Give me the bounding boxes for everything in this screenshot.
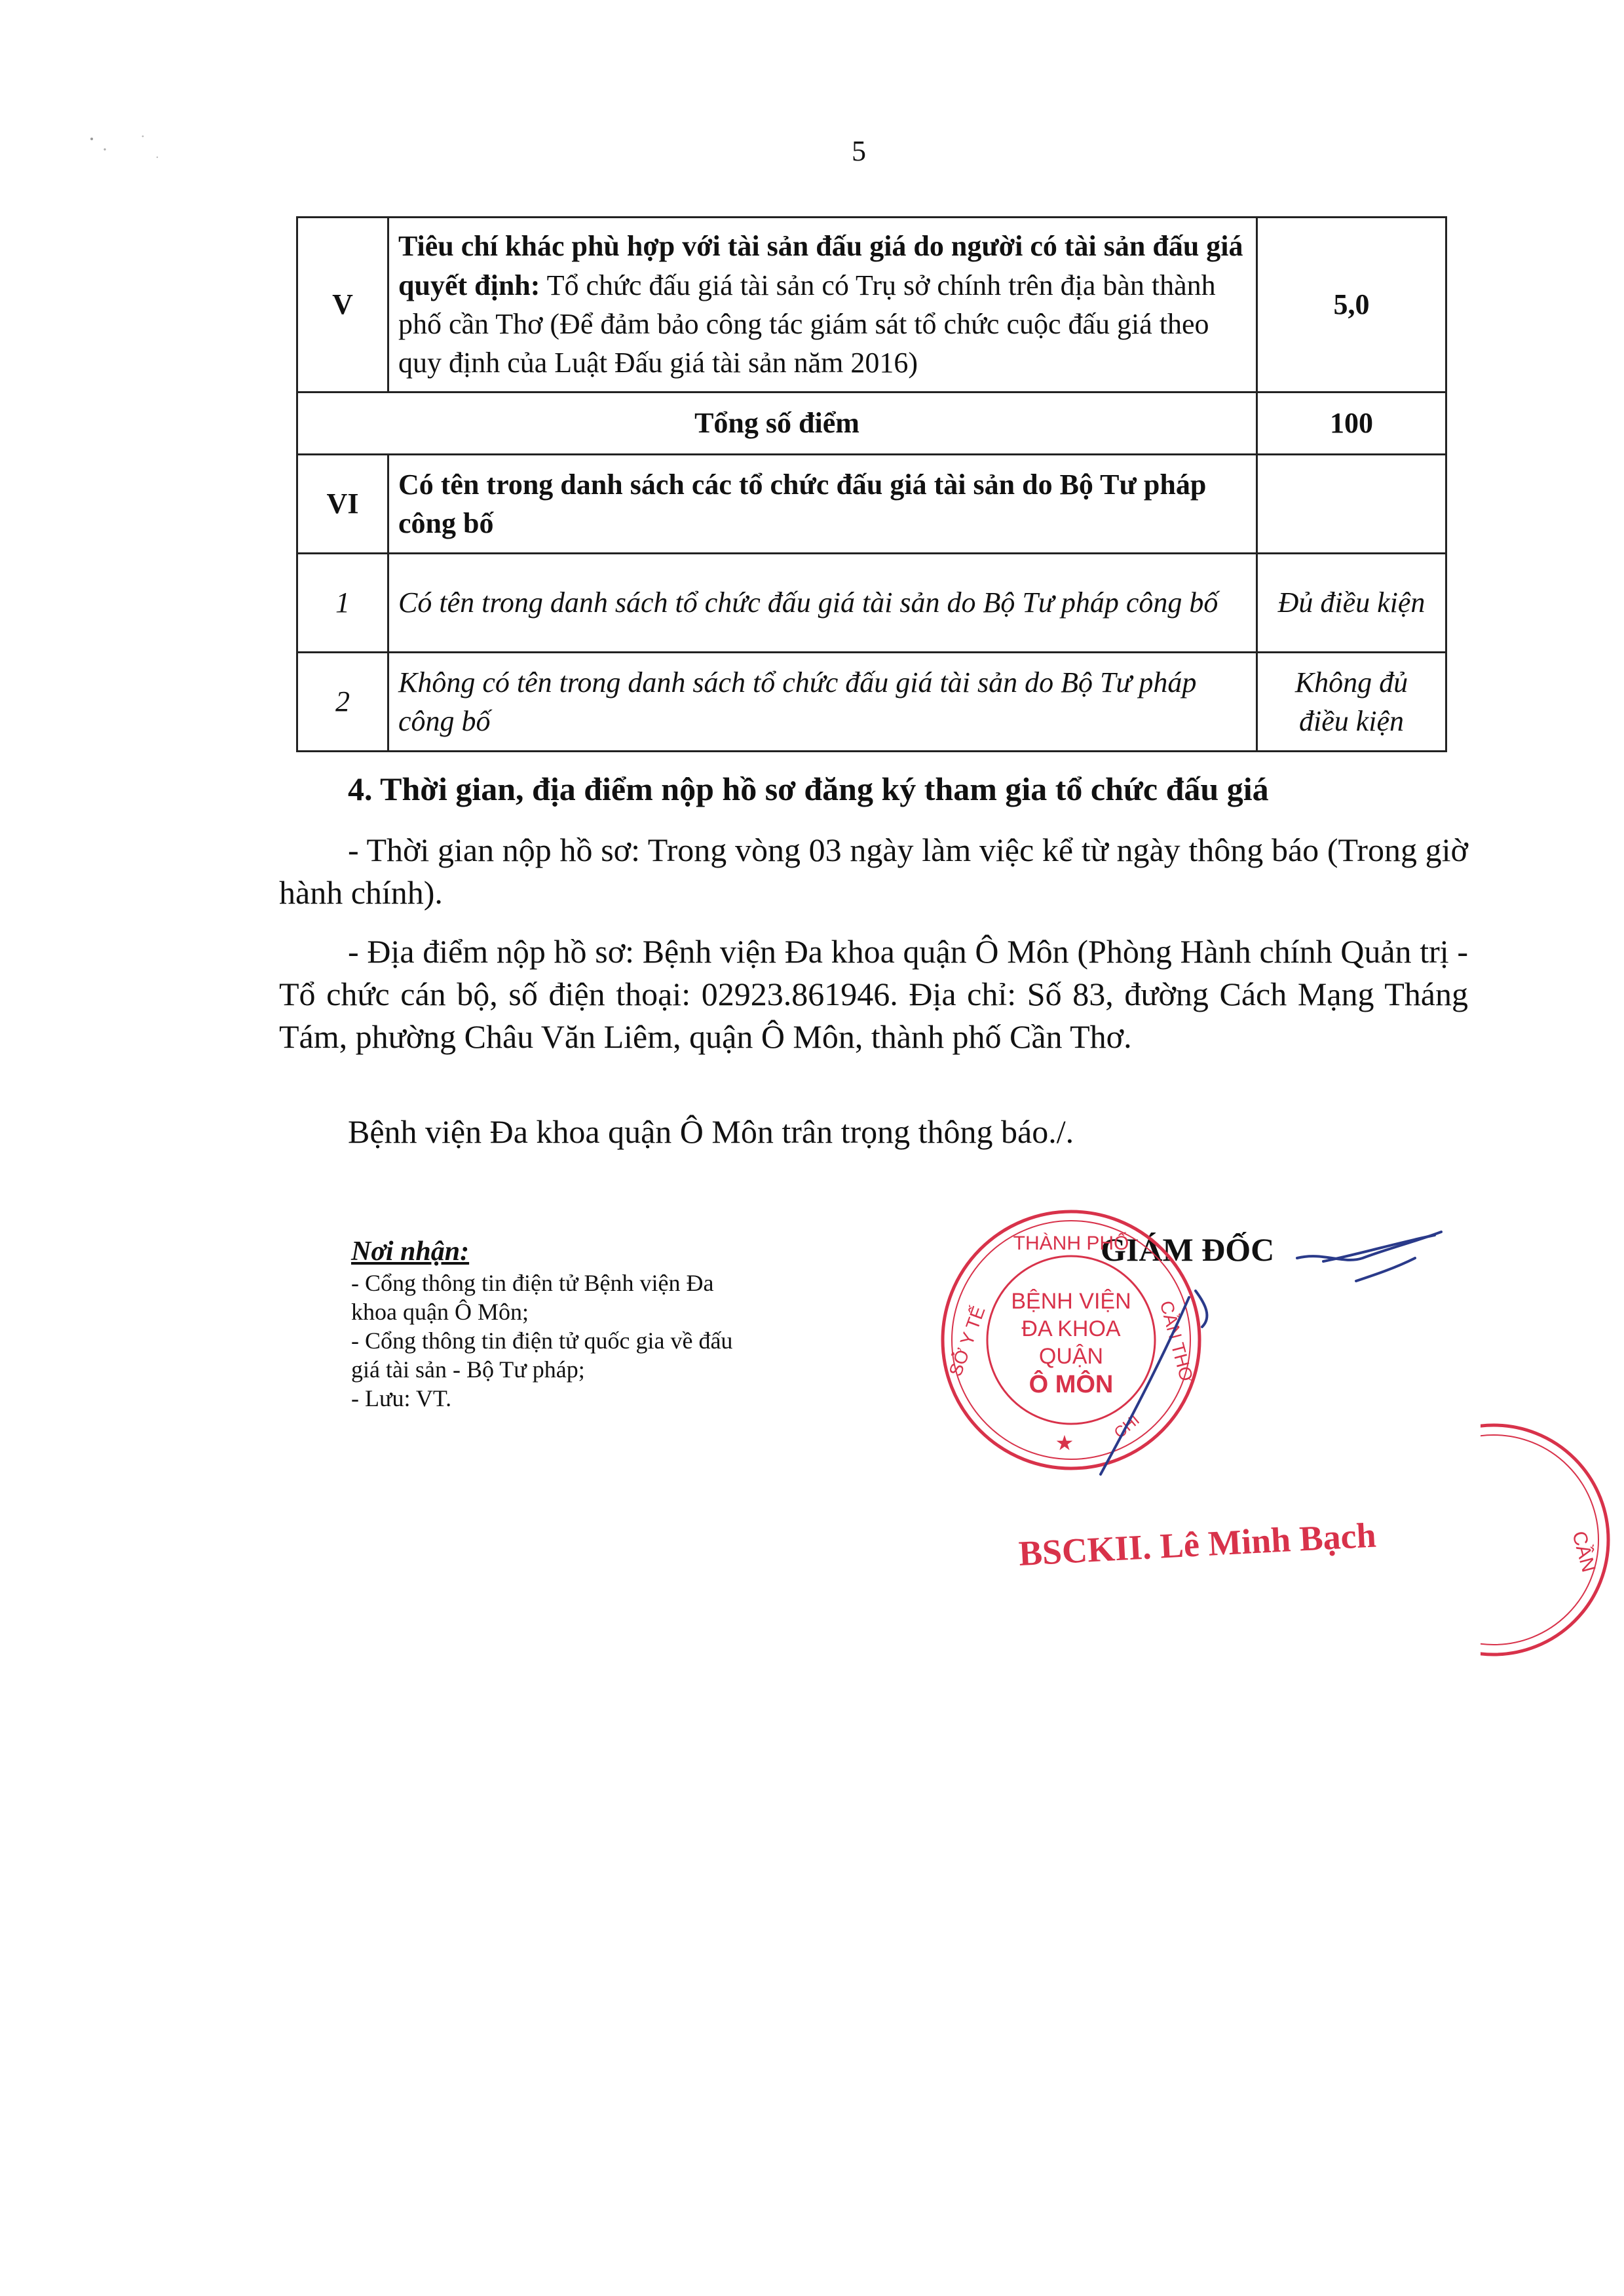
partial-seal-text: CẦN <box>1568 1529 1600 1575</box>
recipient-item: - Cổng thông tin điện tử quốc gia về đấu giá tài sản - Bộ Tư pháp; <box>351 1328 733 1383</box>
table-row-total <box>297 392 1446 455</box>
criteria-table <box>296 216 1447 752</box>
table-row <box>297 218 1446 392</box>
row-number: VI <box>297 455 388 554</box>
seal-line-2: ĐA KHOA <box>1021 1316 1121 1341</box>
row-score: Không đủ điều kiện <box>1257 653 1446 752</box>
submission-time: - Thời gian nộp hồ sơ: Trong vòng 03 ngày làm việc kể từ ngày thông báo (Trong giờ hành chính). <box>279 832 1468 911</box>
table-row <box>297 653 1446 752</box>
scan-specks <box>85 131 164 170</box>
row-number: V <box>297 218 388 392</box>
submission-place: - Địa điểm nộp hồ sơ: Bệnh viện Đa khoa quận Ô Môn (Phòng Hành chính Quản trị - Tổ chức cán bộ, số điện thoại: 02923.861946. Địa chỉ: Số 83, đường Cách Mạng Tháng Tám, phường Châu Văn Liêm, quận Ô Môn, thành phố Cần Thơ. <box>279 933 1468 1055</box>
recipient-item: - Lưu: VT. <box>351 1385 452 1411</box>
row-score: 5,0 <box>1257 218 1446 392</box>
row-score <box>1257 455 1446 554</box>
row-score: Đủ điều kiện <box>1257 554 1446 653</box>
row-content: Không có tên trong danh sách tổ chức đấu giá tài sản do Bộ Tư pháp công bố <box>388 653 1257 752</box>
row-content-bold: Tiêu chí khác phù hợp với tài sản đấu giá do người có tài sản đấu giá quyết định: <box>398 230 1243 301</box>
section-heading: 4. Thời gian, địa điểm nộp hồ sơ đăng ký tham gia tổ chức đấu giá <box>348 771 1269 807</box>
closing-line: Bệnh viện Đa khoa quận Ô Môn trân trọng thông báo./. <box>348 1113 1074 1150</box>
row-content-regular: Tổ chức đấu giá tài sản có Trụ sở chính trên địa bàn thành phố cần Thơ (Để đảm bảo công tác giám sát tổ chức cuộc đấu giá theo quy định của Luật Đấu giá tài sản năm 2016) <box>398 269 1216 379</box>
recipients-block <box>351 1237 757 1413</box>
seal-outer-left: SỞ Y TẾ <box>945 1303 989 1379</box>
row-number: 1 <box>297 554 388 653</box>
seal-line-1: BỆNH VIỆN <box>1011 1289 1131 1314</box>
row-content: Có tên trong danh sách tổ chức đấu giá tài sản do Bộ Tư pháp công bố <box>388 554 1257 653</box>
director-title: GIÁM ĐỐC <box>1101 1231 1275 1268</box>
partial-seal <box>1481 1409 1624 1658</box>
row-content <box>388 218 1257 392</box>
recipients-title: Nơi nhận: <box>351 1236 470 1267</box>
table-row <box>297 455 1446 554</box>
seal-line-4: Ô MÔN <box>1029 1371 1114 1398</box>
total-score: 100 <box>1257 392 1446 455</box>
recipient-item: - Cổng thông tin điện tử Bệnh viện Đa khoa quận Ô Môn; <box>351 1270 714 1325</box>
signer-name: BSCKII. Lê Minh Bạch <box>1017 1515 1377 1573</box>
seal-line-3: QUẬN <box>1038 1344 1104 1369</box>
table-row <box>297 554 1446 653</box>
seal-outer-bottom: CHI <box>1110 1411 1143 1442</box>
row-content: Có tên trong danh sách các tổ chức đấu giá tài sản do Bộ Tư pháp công bố <box>388 455 1257 554</box>
seal-outer-top: THÀNH PHỐ <box>1013 1233 1129 1254</box>
row-number: 2 <box>297 653 388 752</box>
seal-star: ★ <box>1055 1431 1074 1455</box>
seal-outer-right: CẦN THƠ <box>1156 1298 1198 1385</box>
page-number: 5 <box>852 135 866 167</box>
handwritten-signature <box>1048 1219 1454 1494</box>
total-label: Tổng số điểm <box>297 392 1257 455</box>
